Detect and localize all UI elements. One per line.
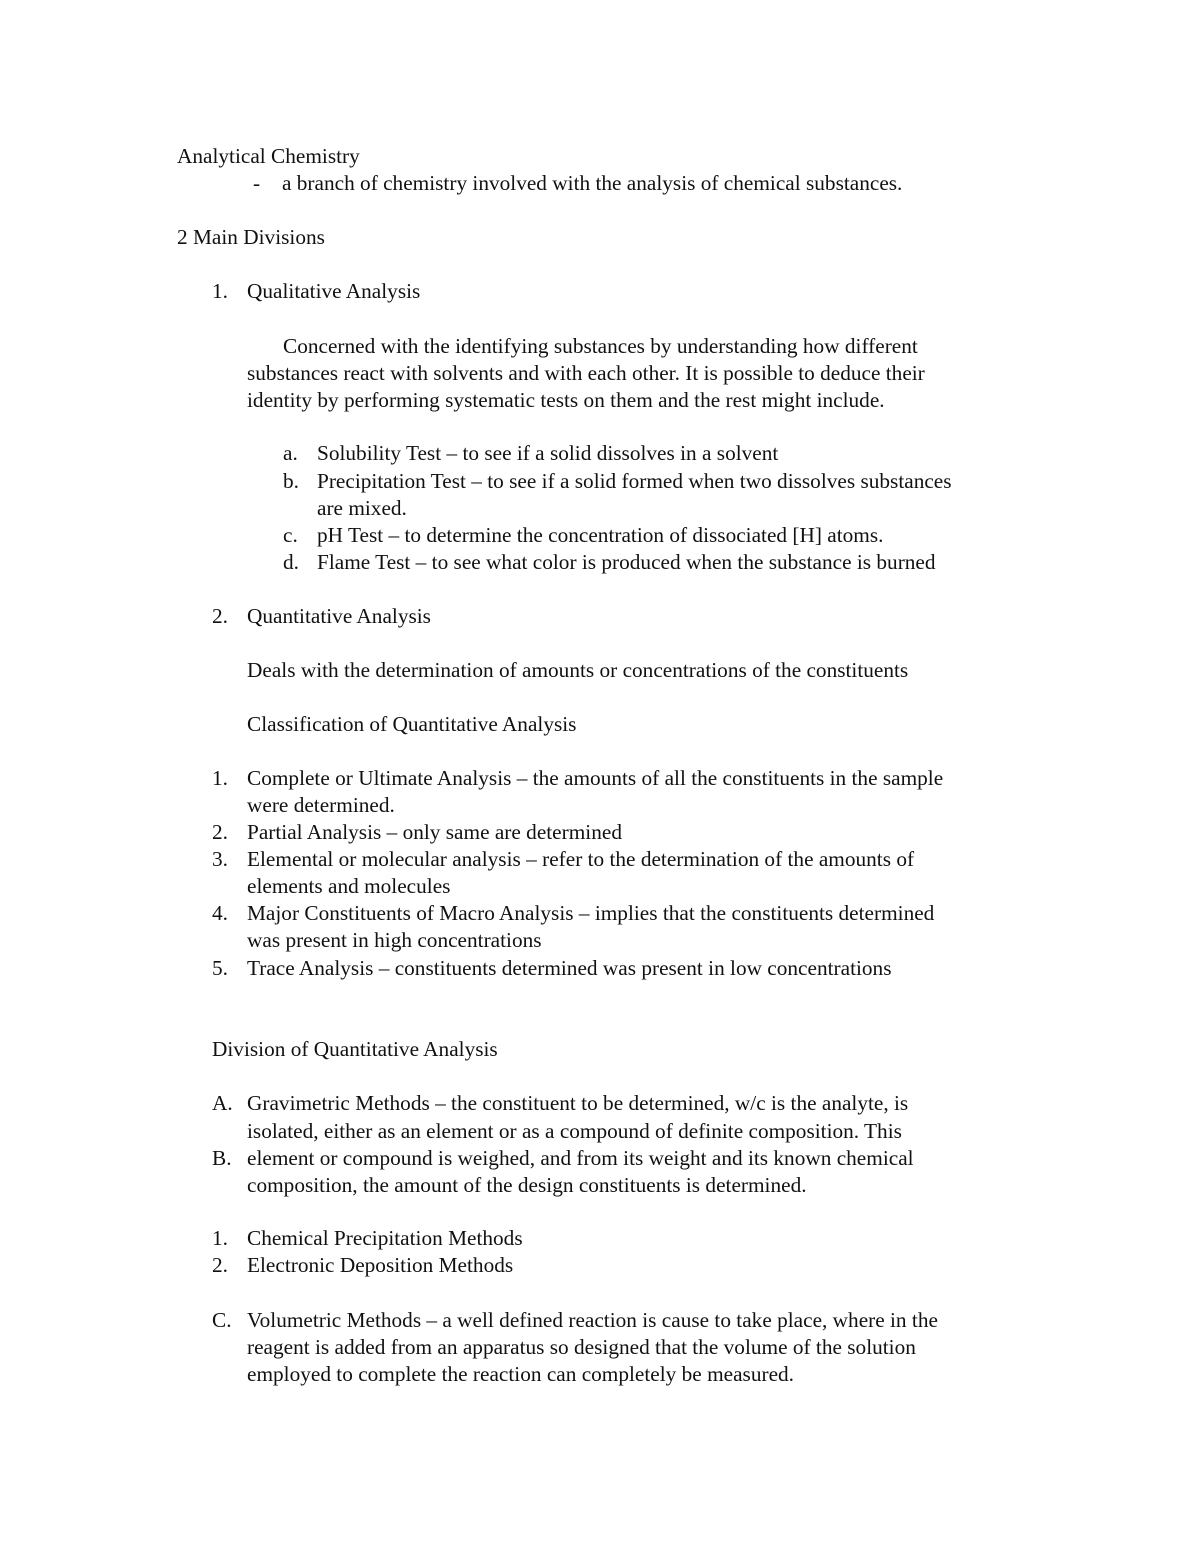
quantitative-description: Deals with the determination of amounts or concentrations of the constituents — [247, 658, 909, 682]
classification-text: elements and molecules — [247, 874, 451, 898]
gravimetric-text: composition, the amount of the design constituents is determined. — [247, 1173, 807, 1197]
definition-text: a branch of chemistry involved with the analysis of chemical substances. — [282, 171, 903, 195]
gravimetric-marker-b: B. — [212, 1146, 232, 1170]
classification-marker: 4. — [212, 901, 228, 925]
classification-text: was present in high concentrations — [247, 928, 542, 952]
gravimetric-marker-a: A. — [212, 1091, 233, 1115]
classification-marker: 2. — [212, 820, 228, 844]
test-marker: d. — [283, 550, 299, 574]
gravimetric-text: element or compound is weighed, and from its weight and its known chemical — [247, 1146, 914, 1170]
test-text: are mixed. — [317, 496, 407, 520]
classification-marker: 1. — [212, 766, 228, 790]
classification-marker: 3. — [212, 847, 228, 871]
quantitative-number: 2. — [212, 604, 228, 628]
test-marker: a. — [283, 441, 298, 465]
volumetric-text: reagent is added from an apparatus so designed that the volume of the solution — [247, 1335, 916, 1359]
qualitative-heading: Qualitative Analysis — [247, 279, 421, 303]
gravimetric-text: isolated, either as an element or as a compound of definite composition. This — [247, 1119, 902, 1143]
classification-marker: 5. — [212, 956, 228, 980]
test-text: Solubility Test – to see if a solid dissolves in a solvent — [317, 441, 779, 465]
gravimetric-text: Gravimetric Methods – the constituent to be determined, w/c is the analyte, is — [247, 1091, 909, 1115]
classification-text: Major Constituents of Macro Analysis – implies that the constituents determined — [247, 901, 935, 925]
classification-text: Elemental or molecular analysis – refer to the determination of the amounts of — [247, 847, 915, 871]
method-marker: 1. — [212, 1226, 228, 1250]
document-title: Analytical Chemistry — [177, 144, 360, 168]
method-label: Electronic Deposition Methods — [247, 1253, 514, 1277]
classification-heading: Classification of Quantitative Analysis — [247, 712, 577, 736]
qualitative-paragraph-line: Concerned with the identifying substances by understanding how different — [283, 334, 918, 358]
volumetric-marker: C. — [212, 1308, 232, 1332]
qualitative-paragraph-line: identity by performing systematic tests on them and the rest might include. — [247, 388, 885, 412]
main-divisions-heading: 2 Main Divisions — [177, 225, 325, 249]
test-text: Precipitation Test – to see if a solid formed when two dissolves substances — [317, 469, 952, 493]
test-marker: c. — [283, 523, 298, 547]
classification-text: were determined. — [247, 793, 395, 817]
volumetric-text: Volumetric Methods – a well defined reaction is cause to take place, where in the — [247, 1308, 938, 1332]
classification-text: Partial Analysis – only same are determined — [247, 820, 622, 844]
method-marker: 2. — [212, 1253, 228, 1277]
test-text: Flame Test – to see what color is produced when the substance is burned — [317, 550, 936, 574]
method-label: Chemical Precipitation Methods — [247, 1226, 523, 1250]
qualitative-number: 1. — [212, 279, 228, 303]
test-marker: b. — [283, 469, 299, 493]
volumetric-text: employed to complete the reaction can completely be measured. — [247, 1362, 794, 1386]
definition-dash: - — [253, 171, 261, 195]
division-heading: Division of Quantitative Analysis — [212, 1037, 498, 1061]
test-text: pH Test – to determine the concentration of dissociated [H] atoms. — [317, 523, 884, 547]
quantitative-heading: Quantitative Analysis — [247, 604, 431, 628]
classification-text: Complete or Ultimate Analysis – the amounts of all the constituents in the sample — [247, 766, 944, 790]
qualitative-paragraph-line: substances react with solvents and with each other. It is possible to deduce their — [247, 361, 925, 385]
classification-text: Trace Analysis – constituents determined was present in low concentrations — [247, 956, 892, 980]
